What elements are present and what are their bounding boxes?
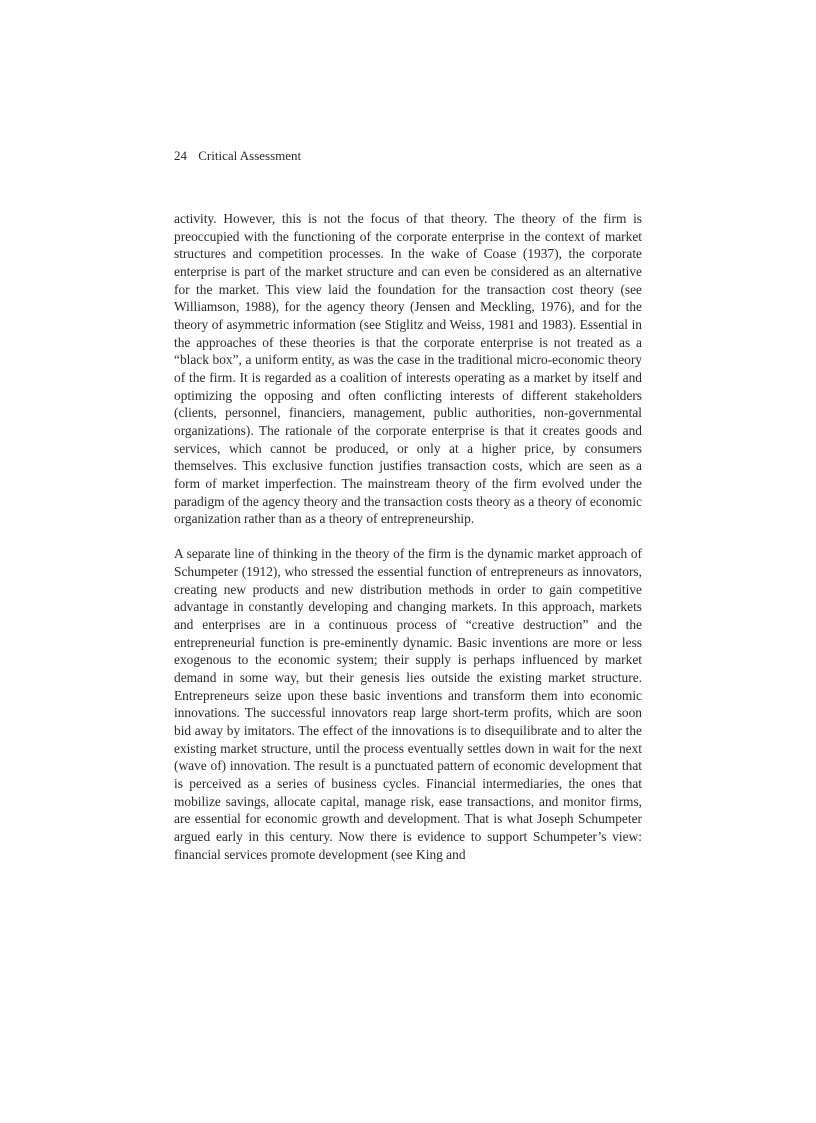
paragraph-2: A separate line of thinking in the theory of the firm is the dynamic market approach of Schumpeter (1912), who stressed the essential function of entrepreneurs as innovators, creating new products and new distribution methods in order to gain competitive advantage in constantly developing and changing markets. In this approach, markets and enterprises are in a continuous process of “creative destruction” and the entrepreneurial function is pre-eminently dynamic. Basic inventions are more or less exogenous to the economic system; their supply is perhaps influenced by market demand in some way, but their genesis lies outside the existing market structure. Entrepreneurs seize upon these basic inventions and transform them into economic innovations. The successful innovators reap large short-term profits, which are soon bid away by imitators. The effect of the innovations is to disequilibrate and to alter the existing market structure, until the process eventually settles down in wait for the next (wave of) innovation. The result is a punctuated pattern of economic development that is perceived as a series of business cycles. Financial intermediaries, the ones that mobilize savings, allocate capital, manage risk, ease transactions, and monitor firms, are essential for economic growth and development. That is what Joseph Schumpeter argued early in this century. Now there is evidence to support Schumpeter’s view: financial services promote development (see King and: [174, 546, 642, 862]
body-text: [174, 210, 642, 863]
running-title: Critical Assessment: [198, 148, 302, 163]
running-head: [174, 148, 301, 164]
page-number: 24: [174, 148, 187, 163]
paragraph-1: activity. However, this is not the focus of that theory. The theory of the firm is preoccupied with the functioning of the corporate enterprise in the context of market structures and competition processes. In the wake of Coase (1937), the corporate enterprise is part of the market structure and can even be considered as an alternative for the market. This view laid the foundation for the transaction cost theory (see Williamson, 1988), for the agency theory (Jensen and Meckling, 1976), and for the theory of asymmetric information (see Stiglitz and Weiss, 1981 and 1983). Essential in the approaches of these theories is that the corporate enterprise is not treated as a “black box”, a uniform entity, as was the case in the traditional micro-economic theory of the firm. It is regarded as a coalition of interests operating as a market by itself and optimizing the opposing and often conflicting interests of different stakeholders (clients, personnel, financiers, management, public authorities, non-governmental organizations). The rationale of the corporate enterprise is that it creates goods and services, which cannot be produced, or only at a higher price, by consumers themselves. This exclusive function justifies transaction costs, which are seen as a form of market imperfection. The mainstream theory of the firm evolved under the paradigm of the agency theory and the transaction costs theory as a theory of economic organization rather than as a theory of entrepreneurship.: [174, 211, 642, 527]
